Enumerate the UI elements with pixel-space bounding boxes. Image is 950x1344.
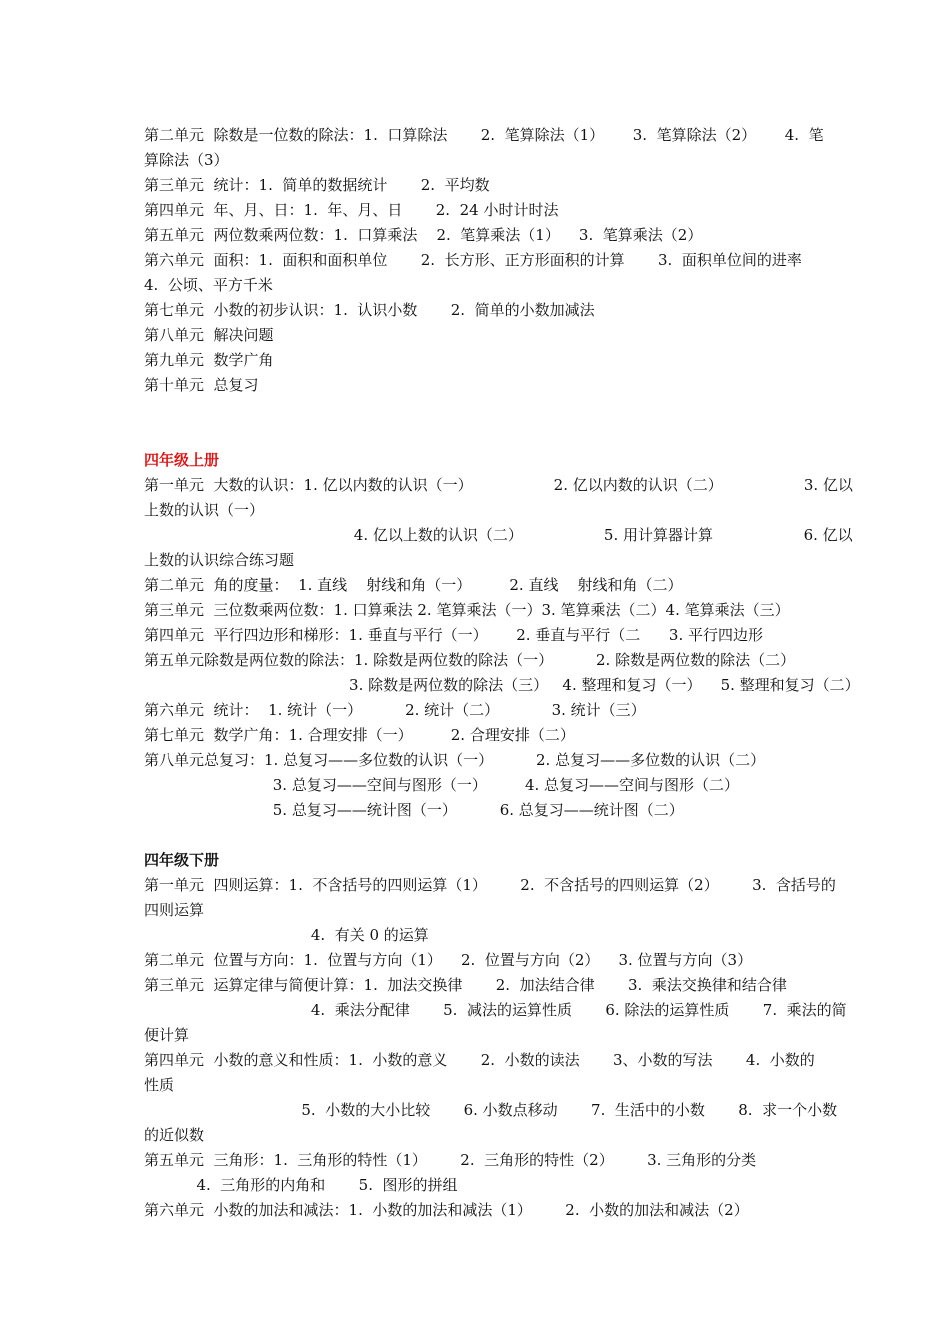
text-line: 4. 亿以上数的认识（二） 5. 用计算器计算 6. 亿以 (144, 526, 853, 544)
text-line: 3. 总复习——空间与图形（一） 4. 总复习——空间与图形（二） (144, 776, 740, 794)
text-line: 第一单元 大数的认识：1. 亿以内数的认识（一） 2. 亿以内数的认识（二） 3. 亿以 (144, 476, 853, 494)
text-line: 第九单元 数学广角 (144, 351, 274, 369)
spacer (144, 823, 808, 848)
text-line: 5. 小数的大小比较 6. 小数点移动 7. 生活中的小数 8. 求一个小数 (144, 1101, 838, 1119)
text-line: 第五单元除数是两位数的除法：1. 除数是两位数的除法（一） 2. 除数是两位数的除法（二） (144, 651, 796, 669)
text-line: 上数的认识（一） (144, 501, 265, 519)
text-line: 4. 有关 0 的运算 (144, 926, 429, 944)
grade4-up-section (144, 448, 860, 823)
text-line: 第四单元 平行四边形和梯形：1. 垂直与平行（一） 2. 垂直与平行（二 3. 平行四边形 (144, 626, 763, 644)
text-line: 第二单元 位置与方向：1. 位置与方向（1） 2. 位置与方向（2） 3. 位置与方向（3） (144, 951, 753, 969)
text-line: 第四单元 小数的意义和性质：1. 小数的意义 2. 小数的读法 3、小数的写法 4. 小数的 (144, 1051, 815, 1069)
text-line: 第五单元 两位数乘两位数：1. 口算乘法 2. 笔算乘法（1） 3. 笔算乘法（2） (144, 226, 703, 244)
grade3-down-section (144, 123, 824, 398)
text-line: 第六单元 小数的加法和减法：1. 小数的加法和减法（1） 2. 小数的加法和减法（2） (144, 1201, 749, 1219)
spacer (144, 398, 808, 448)
grade4-down-section (144, 848, 847, 1223)
text-line: 第四单元 年、月、日：1. 年、月、日 2. 24 小时计时法 (144, 201, 559, 219)
text-line: 第五单元 三角形：1. 三角形的特性（1） 2. 三角形的特性（2） 3. 三角形的分类 (144, 1151, 757, 1169)
section-heading: 四年级下册 (144, 851, 220, 869)
text-line: 第八单元总复习：1. 总复习——多位数的认识（一） 2. 总复习——多位数的认识（二） (144, 751, 766, 769)
text-line: 第三单元 统计：1. 简单的数据统计 2. 平均数 (144, 176, 490, 194)
text-line: 4. 乘法分配律 5. 减法的运算性质 6. 除法的运算性质 7. 乘法的简 (144, 1001, 847, 1019)
text-line: 第三单元 三位数乘两位数：1. 口算乘法 2. 笔算乘法（一）3. 笔算乘法（二）4. 笔算乘法（三） (144, 601, 790, 619)
section-heading: 四年级上册 (144, 451, 220, 469)
text-line: 5. 总复习——统计图（一） 6. 总复习——统计图（二） (144, 801, 684, 819)
document-page (144, 123, 860, 1223)
text-line: 第一单元 四则运算：1. 不含括号的四则运算（1） 2. 不含括号的四则运算（2） 3. 含括号的 (144, 876, 836, 894)
text-line: 的近似数 (144, 1126, 205, 1144)
text-line: 四则运算 (144, 901, 205, 919)
text-line: 第二单元 除数是一位数的除法：1. 口算除法 2. 笔算除法（1） 3. 笔算除法（2） 4. 笔 (144, 126, 824, 144)
text-line: 第十单元 总复习 (144, 376, 259, 394)
text-line: 4. 公顷、平方千米 (144, 276, 273, 294)
text-line: 第七单元 小数的初步认识：1. 认识小数 2. 简单的小数加减法 (144, 301, 595, 319)
text-line: 便计算 (144, 1026, 190, 1044)
text-line: 上数的认识综合练习题 (144, 551, 295, 569)
text-line: 4. 三角形的内角和 5. 图形的拼组 (144, 1176, 458, 1194)
text-line: 第六单元 面积：1. 面积和面积单位 2. 长方形、正方形面积的计算 3. 面积单位间的进率 (144, 251, 802, 269)
text-line: 性质 (144, 1076, 175, 1094)
text-line: 第八单元 解决问题 (144, 326, 274, 344)
text-line: 第三单元 运算定律与简便计算：1. 加法交换律 2. 加法结合律 3. 乘法交换律和结合律 (144, 976, 787, 994)
text-line: 3. 除数是两位数的除法（三） 4. 整理和复习（一） 5. 整理和复习（二） (144, 676, 860, 694)
text-line: 算除法（3） (144, 151, 229, 169)
text-line: 第二单元 角的度量： 1. 直线 射线和角（一） 2. 直线 射线和角（二） (144, 576, 683, 594)
text-line: 第七单元 数学广角：1. 合理安排（一） 2. 合理安排（二） (144, 726, 575, 744)
text-line: 第六单元 统计： 1. 统计（一） 2. 统计（二） 3. 统计（三） (144, 701, 646, 719)
